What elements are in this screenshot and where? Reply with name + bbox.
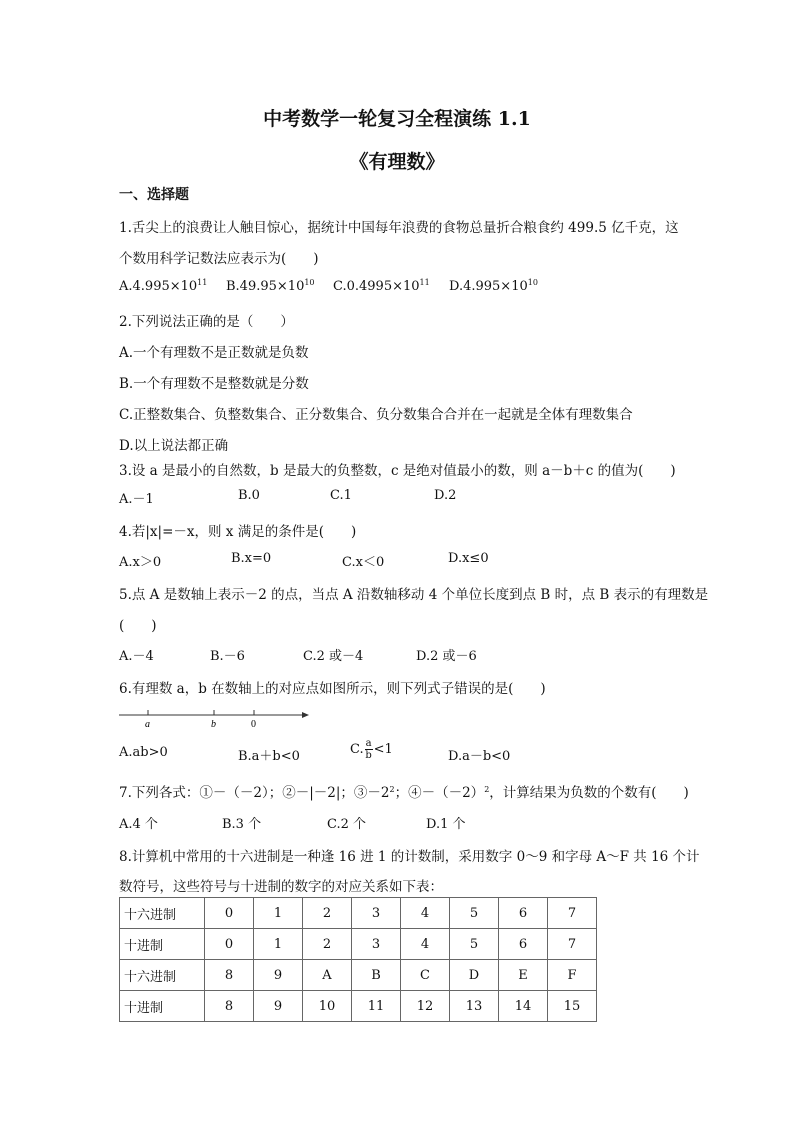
q2-option-c: C.正整数集合、负整数集合、正分数集合、负分数集合合并在一起就是全体有理数集合	[119, 407, 633, 423]
table-cell: 7	[548, 929, 597, 960]
q5-option-b: B.－6	[210, 649, 245, 664]
table-row-header: 十六进制	[120, 960, 205, 991]
q3-stem: 3.设 a 是最小的自然数，b 是最大的负整数，c 是绝对值最小的数，则 a－b＋c 的值为( )	[119, 463, 676, 479]
table-row	[120, 929, 597, 960]
table-row-header: 十进制	[120, 991, 205, 1022]
q4-option-a: A.x＞0	[119, 555, 162, 570]
q5-option-c: C.2 或－4	[303, 649, 364, 664]
table-cell: 7	[548, 898, 597, 929]
section-heading: 一、选择题	[119, 187, 189, 203]
q6-option-d: D.a－b<0	[448, 749, 511, 764]
table-cell: 9	[254, 991, 303, 1022]
label-zero: 0	[251, 719, 256, 730]
number-line-arrow	[302, 712, 309, 718]
table-cell: 2	[303, 898, 352, 929]
table-row-header: 十六进制	[120, 898, 205, 929]
table-cell: B	[352, 960, 401, 991]
table-cell: 6	[499, 898, 548, 929]
label-b: b	[211, 719, 216, 730]
table-cell: 1	[254, 898, 303, 929]
q1-stem-line1: 1.舌尖上的浪费让人触目惊心，据统计中国每年浪费的食物总量折合粮食约 499.5 亿千克，这	[119, 220, 679, 236]
q3-option-d: D.2	[434, 488, 457, 503]
q5-option-a: A.－4	[119, 649, 154, 664]
q4-option-b: B.x=0	[231, 551, 272, 566]
q1-stem-line2: 个数用科学记数法应表示为( )	[119, 251, 319, 267]
q7-option-c: C.2 个	[327, 817, 367, 832]
q6-option-a: A.ab>0	[119, 745, 168, 760]
label-a: a	[145, 719, 150, 730]
document-title: 中考数学一轮复习全程演练 1.1	[263, 108, 531, 130]
q4-option-c: C.x＜0	[342, 555, 385, 570]
q1-option-b: $B.49.95\times 10^{10}$	[226, 278, 315, 294]
q3-option-b: B.0	[238, 488, 260, 503]
document-subtitle: 《有理数》	[349, 151, 445, 173]
q6-option-c: C. $\frac{a}{b}$ <1	[350, 738, 393, 761]
table-cell: 10	[303, 991, 352, 1022]
table-cell: 13	[450, 991, 499, 1022]
table-cell: 14	[499, 991, 548, 1022]
table-cell: 3	[352, 898, 401, 929]
q7-stem: 7.下列各式：①－（－2）；②－|－2|；$③-2^2$；$④-(-2)^2$，计算结果为负数的个数有( )	[119, 785, 689, 801]
table-cell: 11	[352, 991, 401, 1022]
table-cell: 4	[401, 929, 450, 960]
q1-option-d: $D.4.995\times 10^{10}$	[449, 278, 538, 294]
q6-stem: 6.有理数 a，b 在数轴上的对应点如图所示，则下列式子错误的是( )	[119, 681, 546, 697]
q3-option-c: C.1	[330, 488, 352, 503]
q2-option-d: D.以上说法都正确	[119, 438, 229, 454]
table-cell: 5	[450, 898, 499, 929]
q2-option-b: B.一个有理数不是整数就是分数	[119, 376, 309, 392]
q1-option-c: $C.0.4995\times 10^{11}$	[333, 278, 430, 294]
table-cell: 0	[205, 898, 254, 929]
q2-option-a: A.一个有理数不是正数就是负数	[119, 345, 309, 361]
table-cell: 5	[450, 929, 499, 960]
table-row	[120, 960, 597, 991]
table-cell: 8	[205, 991, 254, 1022]
table-cell: F	[548, 960, 597, 991]
table-cell: 3	[352, 929, 401, 960]
q5-stem-line2: ( )	[119, 618, 157, 634]
q4-option-d: D.x≤0	[448, 551, 489, 566]
table-cell: 4	[401, 898, 450, 929]
q7-option-d: D.1 个	[426, 817, 466, 832]
q5-stem-line1: 5.点 A 是数轴上表示－2 的点，当点 A 沿数轴移动 4 个单位长度到点 B 时，点 B 表示的有理数是	[119, 587, 709, 603]
table-cell: 9	[254, 960, 303, 991]
table-cell: A	[303, 960, 352, 991]
table-cell: 2	[303, 929, 352, 960]
q1-option-a: $A.4.995\times 10^{11}$	[119, 278, 208, 294]
q2-stem: 2.下列说法正确的是（ ）	[119, 314, 294, 330]
fraction-a-over-b: $\frac{a}{b}$	[365, 738, 372, 761]
table-cell: 1	[254, 929, 303, 960]
table-cell: E	[499, 960, 548, 991]
q3-option-a: A.－1	[119, 492, 154, 507]
q6-option-b: B.a＋b<0	[238, 749, 300, 764]
q8-stem-line2: 数符号，这些符号与十进制的数字的对应关系如下表：	[119, 879, 443, 895]
q5-option-d: D.2 或－6	[416, 649, 477, 664]
table-cell: C	[401, 960, 450, 991]
table-cell: 0	[205, 929, 254, 960]
table-row	[120, 991, 597, 1022]
table-cell: 12	[401, 991, 450, 1022]
q7-option-a: A.4 个	[119, 817, 158, 832]
q8-stem-line1: 8.计算机中常用的十六进制是一种逢 16 进 1 的计数制，采用数字 0～9 和字母 A～F 共 16 个计	[119, 849, 700, 865]
table-cell: 6	[499, 929, 548, 960]
number-line-diagram	[119, 705, 319, 733]
table-cell: 8	[205, 960, 254, 991]
table-row-header: 十进制	[120, 929, 205, 960]
q4-stem: 4.若|x|=－x，则 x 满足的条件是( )	[119, 524, 357, 540]
table-cell: D	[450, 960, 499, 991]
q7-option-b: B.3 个	[222, 817, 262, 832]
hex-decimal-table	[119, 897, 597, 1022]
table-cell: 15	[548, 991, 597, 1022]
table-row	[120, 898, 597, 929]
